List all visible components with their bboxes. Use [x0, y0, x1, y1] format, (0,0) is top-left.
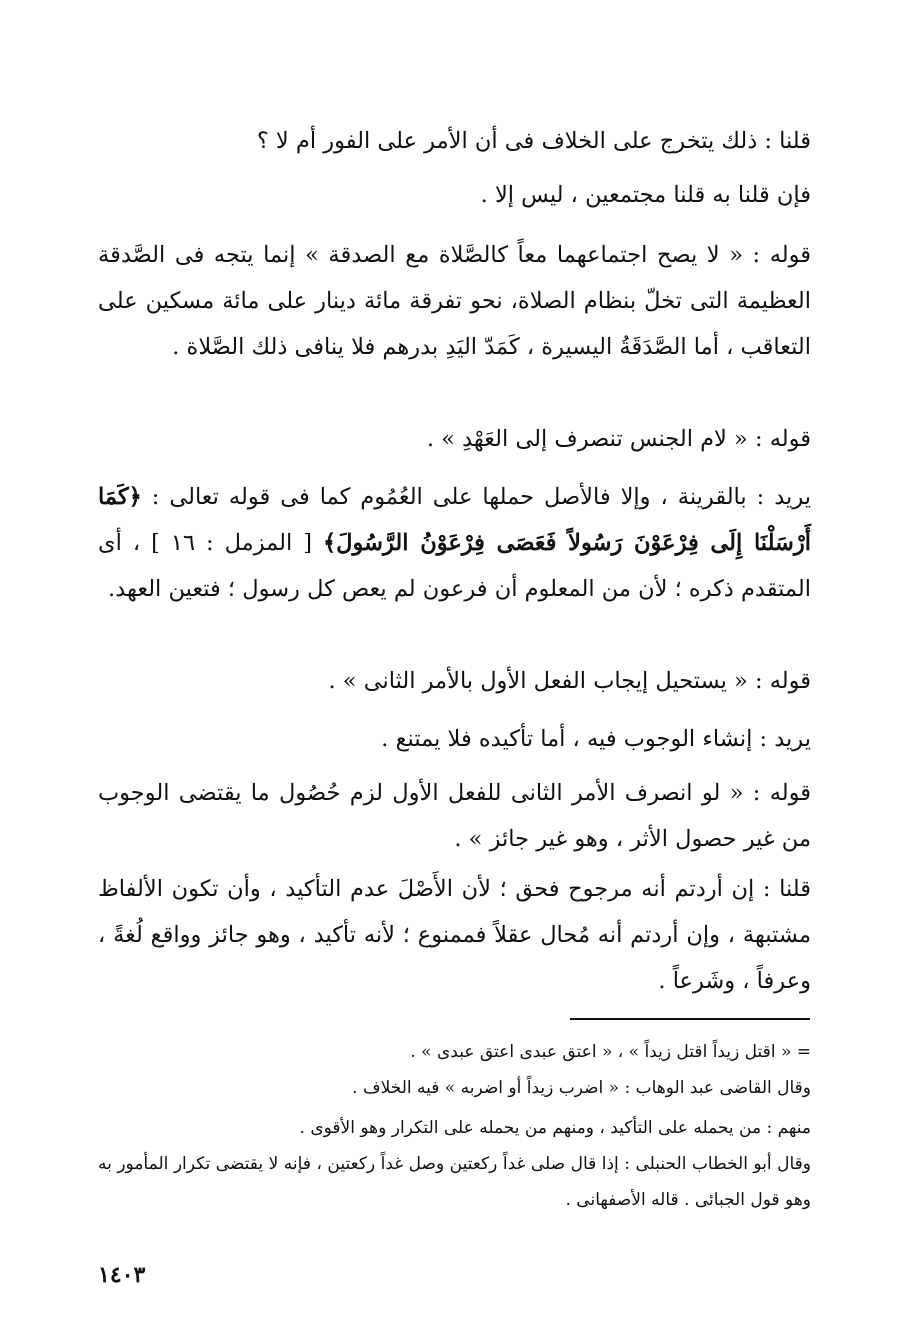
paragraph-9: قلنا : إن أردتم أنه مرجوح فحق ؛ لأن الأَصْلَ عدم التأكيد ، وأن تكون الألفاظ مشتبهة ، وإن أردتم أنه مُحال عقلاً فممنوع ؛ لأنه تأكيد ، وهو جائز وواقع لُغةً ، وعرفاً ، وشَرعاً . — [98, 876, 811, 994]
paragraph-4: قوله : « لام الجنس تنصرف إلى العَهْدِ » . — [426, 426, 811, 452]
footnote-2: وقال القاضى عبد الوهاب : « اضرب زيداً أو اضربه » فيه الخلاف . — [352, 1078, 811, 1098]
paragraph-5-intro: يريد : بالقرينة ، وإلا فالأصل حملها على العُمُوم كما فى قوله تعالى : — [151, 484, 811, 510]
paragraph-2: فإن قلنا به قلنا مجتمعين ، ليس إلا . — [480, 182, 811, 208]
paragraph-8: قوله : « لو انصرف الأمر الثانى للفعل الأول لزم حُصُول ما يقتضى الوجوب من غير حصول الأثر ، وهو غير جائز » . — [98, 780, 811, 852]
footnote-4: وقال أبو الخطاب الحنبلى : إذا قال صلى غداً ركعتين وصل غداً ركعتين ، فإنه لا يقتضى تكرار المأمور به وهو قول الجبائى . قاله الأصفهانى . — [98, 1154, 811, 1210]
paragraph-7: يريد : إنشاء الوجوب فيه ، أما تأكيده فلا يمتنع . — [381, 726, 811, 752]
footnote-3: منهم : من يحمله على التأكيد ، ومنهم من يحمله على التكرار وهو الأقوى . — [299, 1118, 811, 1138]
footnote-1: = « اقتل زيداً اقتل زيداً » ، « اعتق عبدى اعتق عبدى » . — [410, 1042, 811, 1062]
page-number: ١٤٠٣ — [98, 1262, 146, 1288]
quran-verse: ﴿كَمَا أَرْسَلْنَا إِلَى فِرْعَوْنَ رَسُولاً فَعَصَى فِرْعَوْنُ الرَّسُولَ﴾ — [98, 484, 812, 556]
paragraph-5 — [98, 474, 811, 612]
footnote-divider — [570, 1018, 810, 1020]
paragraph-1: قلنا : ذلك يتخرج على الخلاف فى أن الأمر على الفور أم لا ؟ — [256, 128, 811, 154]
paragraph-3: قوله : « لا يصح اجتماعهما معاً كالصَّلاة مع الصدقة » إنما يتجه فى الصَّدقة العظيمة التى تخلّ بنظام الصلاة، نحو تفرقة مائة دينار على مائة مسكين على التعاقب ، أما الصَّدَقَةُ اليسيرة ، كَمَدّ اليَدِ بدرهم فلا ينافى ذلك الصَّلاة . — [98, 242, 811, 360]
paragraph-6: قوله : « يستحيل إيجاب الفعل الأول بالأمر الثانى » . — [328, 668, 811, 694]
paragraph-5-rest: [ المزمل : ١٦ ] ، أى المتقدم ذكره ؛ لأن من المعلوم أن فرعون لم يعص كل رسول ؛ فتعين العهد. — [98, 530, 811, 602]
